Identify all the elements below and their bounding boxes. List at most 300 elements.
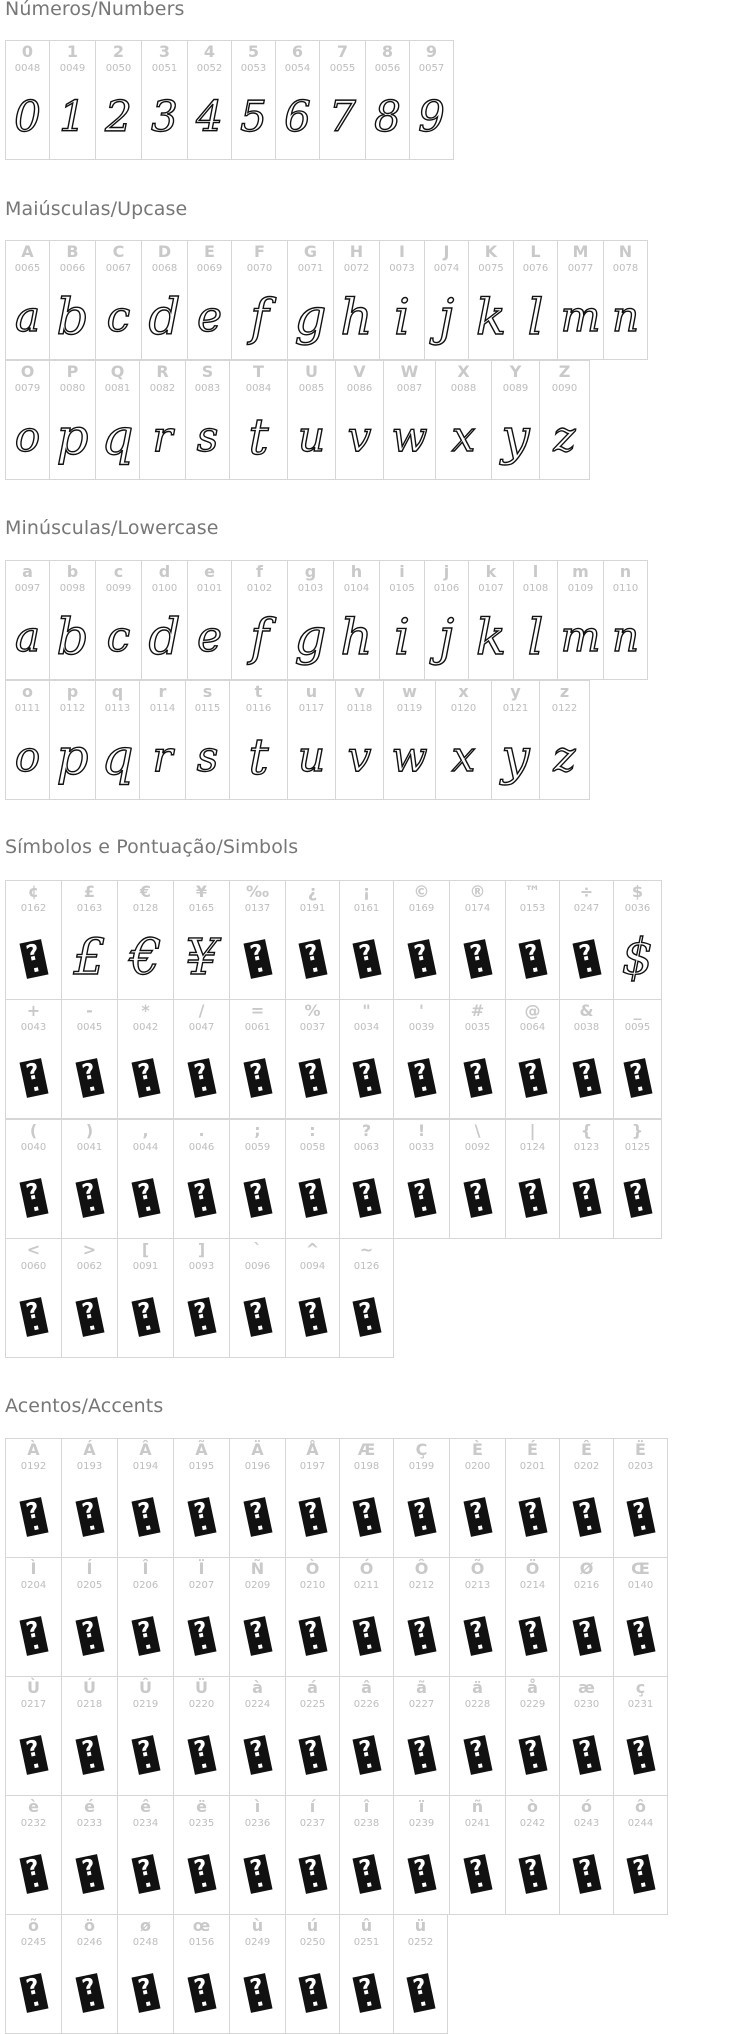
char-label: Ó [359,1559,374,1578]
glyph-preview [230,405,287,469]
char-code: 0088 [450,383,477,394]
char-label: Ô [414,1559,429,1578]
char-label: T [253,362,264,381]
missing-glyph-icon [572,1616,601,1656]
glyph-preview [174,925,229,989]
char-label: Í [86,1559,93,1578]
char-code: 0111 [14,703,41,714]
glyph-cell-0107 [468,560,514,680]
glyph-preview [6,1602,61,1666]
char-code: 0112 [59,703,86,714]
glyph-preview [394,1164,449,1228]
glyph-row [5,1238,393,1358]
char-label: Ù [27,1678,40,1697]
missing-glyph-icon [352,1735,381,1775]
char-label: ¢ [27,882,40,901]
missing-glyph-icon [352,1973,381,2013]
char-code: 0201 [519,1461,546,1472]
glyph-preview [286,1959,339,2023]
char-code: 0225 [299,1699,326,1710]
glyph-preview [6,1959,61,2023]
glyph-preview [450,1840,505,1904]
char-code: 0213 [464,1580,491,1591]
glyph-cell-0201 [505,1438,560,1558]
missing-glyph-icon [298,1854,327,1894]
missing-glyph-icon [243,1297,272,1337]
char-label: N [618,242,633,261]
char-label: M [572,242,589,261]
glyph-cell-0064 [505,999,560,1119]
missing-glyph-icon [75,1297,104,1337]
glyph-sample: 7 [329,92,356,141]
glyph-cell-0199 [393,1438,450,1558]
char-code: 0053 [240,63,267,74]
glyph-cell-0200 [449,1438,506,1558]
char-label: î [363,1797,370,1816]
char-code: 0156 [188,1937,215,1948]
glyph-cell-0053 [231,40,276,160]
char-code: 0055 [329,63,356,74]
glyph-row [5,880,661,1000]
missing-glyph-icon [572,939,601,979]
char-label: à [252,1678,263,1697]
char-label: û [360,1916,373,1935]
char-label: ® [469,882,486,901]
glyph-preview [286,1164,339,1228]
char-code: 0057 [418,63,445,74]
char-label: x [458,682,469,701]
glyph-sample: € [129,928,162,986]
char-code: 0165 [188,903,215,914]
glyph-sample: p [56,728,89,786]
glyph-preview [230,925,285,989]
glyph-preview [380,285,424,349]
glyph-preview [336,725,383,789]
char-label: ö [84,1916,95,1935]
glyph-row [5,1914,447,2034]
missing-glyph-icon [352,1497,381,1537]
missing-glyph-icon [19,1058,48,1098]
glyph-cell-0078 [603,240,648,360]
glyph-cell-0249 [229,1914,286,2034]
glyph-cell-0193 [61,1438,118,1558]
glyph-sample: h [340,288,373,346]
glyph-preview [469,605,513,669]
glyph-preview [50,85,95,149]
glyph-sample: c [106,292,131,341]
glyph-sample: 8 [374,92,401,141]
glyph-preview [6,605,49,669]
char-label: Î [142,1559,149,1578]
glyph-sample: v [347,732,372,781]
glyph-sample: y [501,728,530,786]
glyph-cell-0109 [557,560,604,680]
glyph-cell-0243 [559,1795,614,1915]
char-label: ù [251,1916,264,1935]
char-label: ÷ [579,882,594,901]
glyph-cell-0140 [613,1557,668,1677]
char-label: " [362,1001,371,1020]
glyph-sample: d [148,288,181,346]
char-code: 0249 [244,1937,271,1948]
missing-glyph-icon [243,1058,272,1098]
glyph-cell-0063 [339,1119,394,1239]
glyph-sample: u [297,732,326,781]
glyph-preview [62,1840,117,1904]
char-label: Ï [198,1559,205,1578]
glyph-sample: e [197,612,222,661]
char-code: 0059 [244,1142,271,1153]
glyph-preview [288,405,335,469]
glyph-cell-0104 [333,560,380,680]
glyph-cell-0248 [117,1914,174,2034]
glyph-cell-0156 [173,1914,230,2034]
glyph-cell-0112 [49,680,96,800]
char-code: 0207 [188,1580,215,1591]
glyph-row [5,1795,667,1915]
glyph-cell-0163 [61,880,118,1000]
missing-glyph-icon [626,1735,655,1775]
missing-glyph-icon [407,1735,436,1775]
glyph-sample: x [451,412,476,461]
glyph-preview [340,1721,393,1785]
char-code: 0098 [59,583,86,594]
glyph-preview [62,1164,117,1228]
char-label: P [66,362,79,381]
glyph-preview [142,285,187,349]
char-code: 0074 [433,263,460,274]
glyph-cell-0225 [285,1676,340,1796]
glyph-preview [288,725,335,789]
glyph-preview [436,725,491,789]
char-label: & [579,1001,594,1020]
char-label: m [572,562,589,581]
glyph-row [5,560,647,680]
char-label: í [309,1797,316,1816]
glyph-preview [118,1959,173,2023]
glyph-cell-0202 [559,1438,614,1558]
glyph-sample: 3 [151,92,178,141]
glyph-preview [62,1044,117,1108]
char-label: Ø [579,1559,594,1578]
char-code: 0060 [20,1261,47,1272]
glyph-cell-0241 [449,1795,506,1915]
glyph-preview [174,1164,229,1228]
char-label: 3 [158,42,171,61]
glyph-cell-0100 [141,560,188,680]
glyph-cell-0165 [173,880,230,1000]
char-code: 0096 [244,1261,271,1272]
char-code: 0247 [573,903,600,914]
glyph-preview [118,1602,173,1666]
glyph-sample: n [611,292,640,341]
char-code: 0137 [244,903,271,914]
char-code: 0105 [389,583,415,594]
missing-glyph-icon [518,1735,547,1775]
glyph-preview [186,725,229,789]
glyph-cell-0099 [95,560,142,680]
glyph-preview [425,285,468,349]
char-code: 0203 [627,1461,654,1472]
section-title-minusculas-lowercase: Minúsculas/Lowercase [5,517,219,539]
glyph-cell-0082 [139,360,186,480]
missing-glyph-icon [407,1058,436,1098]
glyph-row [5,1557,667,1677]
glyph-sample: f [250,288,269,346]
char-label: % [304,1001,321,1020]
glyph-cell-0212 [393,1557,450,1677]
glyph-cell-0252 [393,1914,448,2034]
glyph-preview [436,405,491,469]
char-code: 0169 [408,903,435,914]
glyph-cell-0034 [339,999,394,1119]
missing-glyph-icon [243,1735,272,1775]
glyph-preview [50,405,95,469]
char-label: \ [474,1121,481,1140]
char-label: v [354,682,365,701]
char-label: d [158,562,171,581]
missing-glyph-icon [463,1735,492,1775]
char-label: s [202,682,213,701]
glyph-preview [230,1959,285,2023]
char-label: X [457,362,470,381]
glyph-cell-0239 [393,1795,450,1915]
char-code: 0235 [188,1818,215,1829]
char-code: 0092 [464,1142,491,1153]
glyph-preview [614,1840,667,1904]
char-code: 0204 [20,1580,47,1591]
char-label: Ã [195,1440,208,1459]
char-code: 0035 [464,1022,491,1033]
glyph-sample: c [106,612,131,661]
glyph-preview [506,1602,559,1666]
glyph-preview [450,1721,505,1785]
glyph-preview [384,405,435,469]
char-code: 0196 [244,1461,271,1472]
char-label: Q [110,362,125,381]
char-code: 0076 [522,263,549,274]
glyph-preview [96,725,139,789]
char-code: 0161 [353,903,380,914]
glyph-sample: l [527,288,544,346]
char-label: ï [418,1797,425,1816]
char-label: c [113,562,124,581]
glyph-preview [62,1602,117,1666]
glyph-sample: ¥ [185,928,218,986]
glyph-cell-0118 [335,680,384,800]
glyph-preview [560,925,613,989]
glyph-cell-0234 [117,1795,174,1915]
glyph-cell-0244 [613,1795,668,1915]
glyph-cell-0059 [229,1119,286,1239]
char-label: å [527,1678,538,1697]
glyph-cell-0051 [141,40,188,160]
char-label: Ë [635,1440,646,1459]
glyph-preview [614,1602,667,1666]
char-label: 9 [425,42,438,61]
char-code: 0093 [188,1261,215,1272]
glyph-cell-0061 [229,999,286,1119]
glyph-preview [366,85,409,149]
char-label: ‰ [245,882,270,901]
char-label: + [26,1001,41,1020]
glyph-row [5,240,647,360]
char-code: 0075 [478,263,504,274]
char-label: É [527,1440,538,1459]
char-label: } [631,1121,644,1140]
glyph-preview [50,285,95,349]
glyph-cell-0033 [393,1119,450,1239]
char-label: i [399,562,405,581]
glyph-preview [118,1283,173,1347]
glyph-preview [558,285,603,349]
missing-glyph-icon [352,1178,381,1218]
glyph-preview [614,1044,661,1108]
glyph-cell-0101 [187,560,232,680]
glyph-cell-0039 [393,999,450,1119]
char-code: 0064 [519,1022,546,1033]
glyph-preview [188,285,231,349]
missing-glyph-icon [187,1973,216,2013]
glyph-cell-0086 [335,360,384,480]
char-code: 0217 [20,1699,47,1710]
char-code: 0198 [353,1461,380,1472]
glyph-preview [232,85,275,149]
glyph-cell-0203 [613,1438,668,1558]
glyph-cell-0126 [339,1238,394,1358]
char-label: , [142,1121,149,1140]
glyph-preview [232,285,287,349]
missing-glyph-icon [352,1616,381,1656]
char-label: Œ [631,1559,650,1578]
char-code: 0066 [59,263,86,274]
char-code: 0114 [149,703,176,714]
glyph-cell-0068 [141,240,188,360]
glyph-preview [230,1283,285,1347]
glyph-cell-0247 [559,880,614,1000]
missing-glyph-icon [572,1735,601,1775]
char-code: 0174 [464,903,491,914]
missing-glyph-icon [243,1616,272,1656]
char-label: A [21,242,34,261]
glyph-preview [288,605,333,669]
glyph-preview [230,1602,285,1666]
glyph-cell-0229 [505,1676,560,1796]
glyph-preview [230,1044,285,1108]
char-code: 0068 [151,263,178,274]
section-title-maiusculas-upcase: Maiúsculas/Upcase [5,198,188,220]
glyph-preview [230,725,287,789]
char-code: 0050 [105,63,132,74]
glyph-cell-0214 [505,1557,560,1677]
glyph-sample: b [56,608,89,666]
glyph-preview [340,1283,393,1347]
char-label: ; [254,1121,261,1140]
char-label: G [303,242,318,261]
glyph-preview [174,1483,229,1547]
glyph-cell-0115 [185,680,230,800]
glyph-preview [320,85,365,149]
glyph-preview [340,1044,393,1108]
char-code: 0101 [196,583,223,594]
char-code: 0226 [353,1699,380,1710]
glyph-preview [230,1721,285,1785]
glyph-cell-0062 [61,1238,118,1358]
missing-glyph-icon [187,1616,216,1656]
glyph-cell-0113 [95,680,140,800]
glyph-preview [50,725,95,789]
char-code: 0216 [573,1580,600,1591]
char-code: 0065 [14,263,41,274]
glyph-cell-0210 [285,1557,340,1677]
glyph-preview [334,605,379,669]
char-code: 0251 [353,1937,380,1948]
missing-glyph-icon [572,1497,601,1537]
glyph-preview [450,925,505,989]
char-code: 0083 [194,383,221,394]
glyph-cell-0211 [339,1557,394,1677]
char-label: Ç [415,1440,428,1459]
glyph-cell-0238 [339,1795,394,1915]
char-label: ) [85,1121,94,1140]
glyph-cell-0122 [539,680,590,800]
glyph-preview [604,285,647,349]
glyph-cell-0121 [491,680,540,800]
char-code: 0041 [76,1142,103,1153]
char-label: F [254,242,265,261]
char-code: 0107 [478,583,504,594]
char-label: 2 [112,42,125,61]
glyph-preview [560,1602,613,1666]
glyph-sample: p [56,408,89,466]
char-label: © [413,882,430,901]
glyph-cell-0207 [173,1557,230,1677]
glyph-cell-0226 [339,1676,394,1796]
char-code: 0227 [408,1699,435,1710]
char-code: 0193 [76,1461,103,1472]
char-label: h [350,562,363,581]
glyph-preview [6,405,49,469]
glyph-preview [174,1602,229,1666]
char-label: £ [83,882,96,901]
glyph-cell-0114 [139,680,186,800]
char-code: 0095 [624,1022,651,1033]
glyph-preview [96,605,141,669]
glyph-cell-0067 [95,240,142,360]
glyph-cell-0237 [285,1795,340,1915]
char-code: 0162 [20,903,47,914]
glyph-cell-0245 [5,1914,62,2034]
char-code: 0102 [246,583,273,594]
char-code: 0128 [132,903,159,914]
glyph-sample: w [391,412,428,461]
char-label: o [22,682,33,701]
char-label: ~ [359,1240,374,1259]
char-label: q [111,682,124,701]
glyph-cell-0066 [49,240,96,360]
glyph-preview [6,1283,61,1347]
missing-glyph-icon [518,1058,547,1098]
glyph-cell-0230 [559,1676,614,1796]
glyph-preview [118,1840,173,1904]
char-code: 0236 [244,1818,271,1829]
char-code: 0230 [573,1699,600,1710]
char-label: Ò [305,1559,320,1578]
glyph-sample: 0 [14,92,41,141]
glyph-preview [394,1483,449,1547]
char-code: 0126 [353,1261,380,1272]
glyph-preview [394,1602,449,1666]
